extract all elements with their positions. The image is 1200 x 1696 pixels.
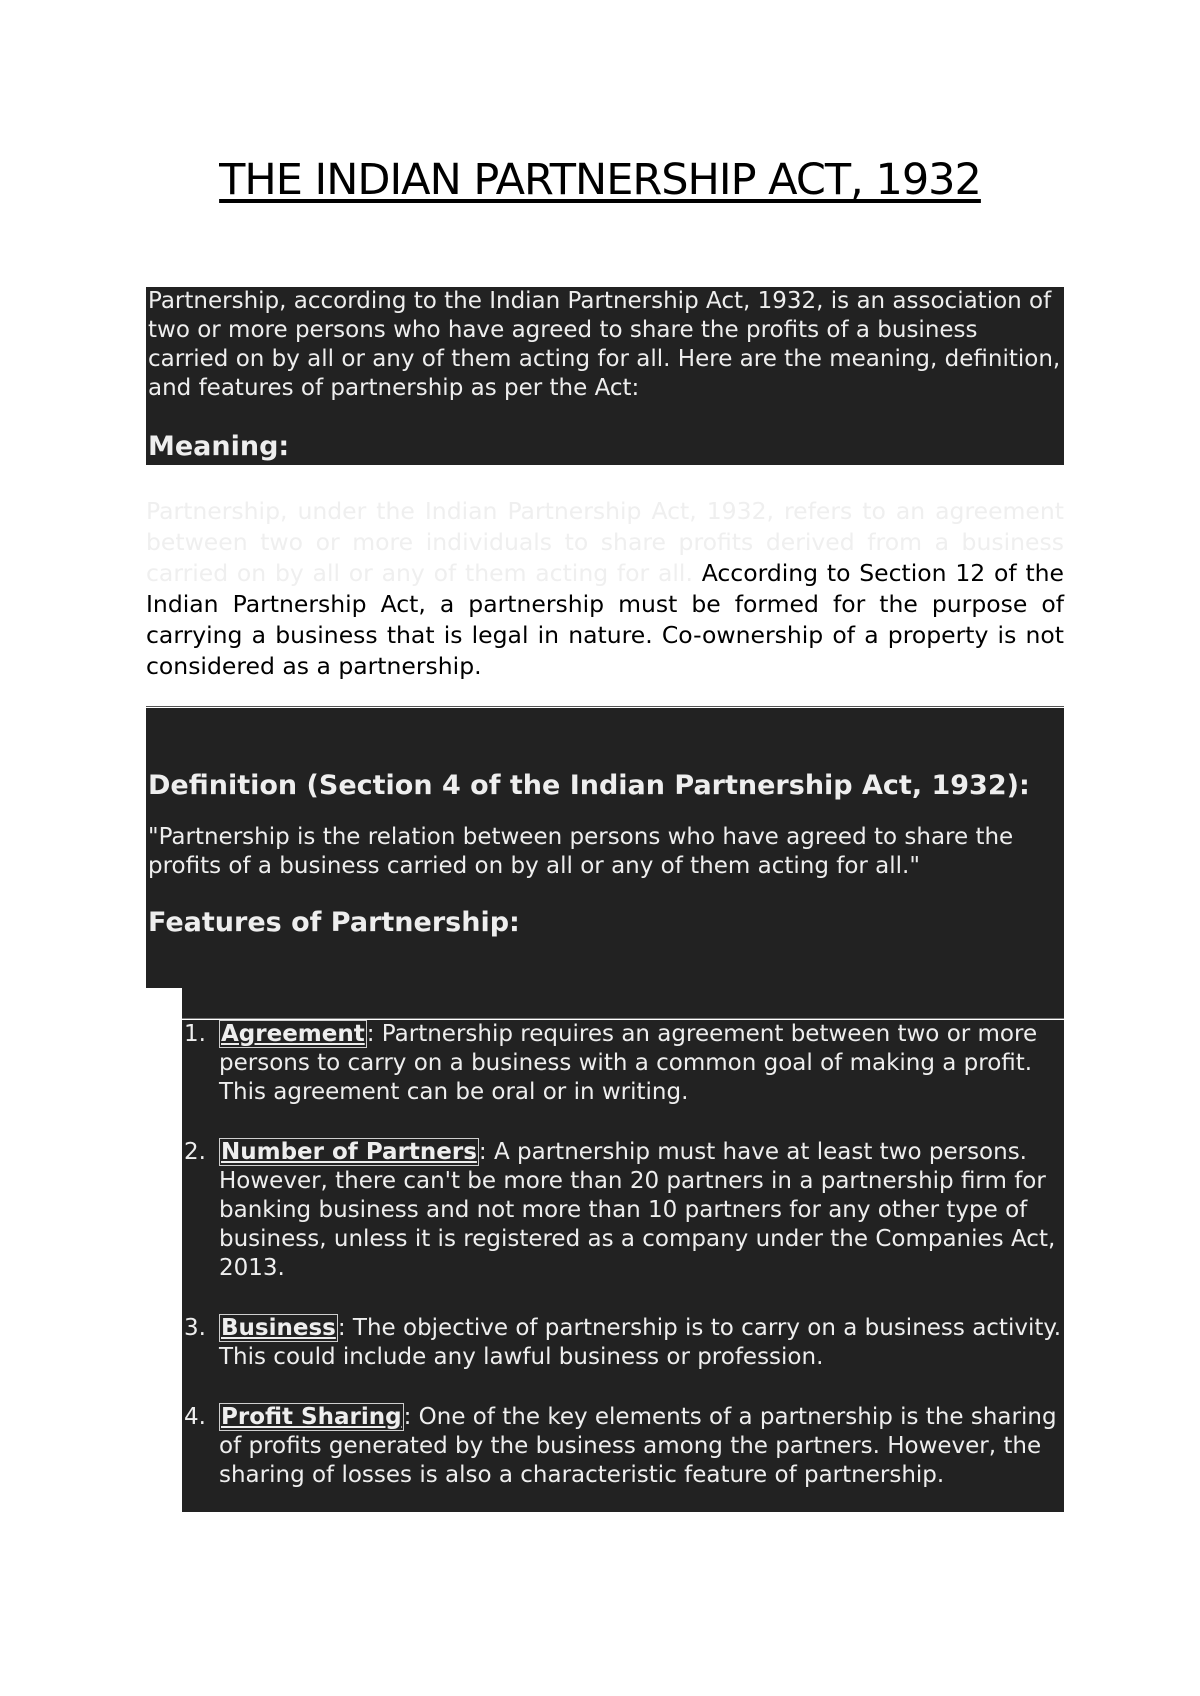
intro-paragraph: Partnership, according to the Indian Partnership Act, 1932, is an association of two or more persons who have agreed to share the profits of a business carried on by all or any of them acting for all. Here are the meaning, definition, and features of partnership as per the Act: bbox=[148, 288, 1061, 401]
feature-term-link[interactable]: Business bbox=[221, 1315, 336, 1341]
features-block bbox=[182, 1020, 1064, 1512]
list-item bbox=[182, 1314, 1062, 1372]
list-item bbox=[182, 1138, 1062, 1283]
definition-quote: "Partnership is the relation between persons who have agreed to share the profits of a business carried on by all or any of them acting for all." bbox=[148, 824, 1014, 879]
features-list bbox=[182, 1020, 1062, 1521]
feature-text: : Partnership requires an agreement between two or more persons to carry on a business with a common goal of making a profit. This agreement can be oral or in writing. bbox=[219, 1021, 1038, 1105]
features-heading: Features of Partnership: bbox=[148, 907, 520, 938]
meaning-faded-text: Partnership, under the Indian Partnership Act, 1932, refers to an agreement between two or more individuals to share profits derived from a business carried on by all or any of them acting for all. bbox=[146, 497, 1064, 587]
feature-term-link[interactable]: Agreement bbox=[221, 1021, 365, 1047]
divider bbox=[146, 706, 1064, 707]
meaning-heading: Meaning: bbox=[148, 431, 290, 462]
feature-term-link[interactable]: Number of Partners bbox=[221, 1139, 477, 1165]
meaning-text: According to Section 12 of the Indian Partnership Act, a partnership must be formed for the purpose of carrying a business that is legal in nature. Co-ownership of a property is not considered as a partnership. bbox=[146, 559, 1065, 680]
intro-block bbox=[146, 287, 1064, 465]
features-header-strip bbox=[182, 988, 1064, 1019]
list-item bbox=[182, 1403, 1062, 1490]
item-number: 1. bbox=[184, 1021, 206, 1047]
item-number: 3. bbox=[184, 1315, 206, 1341]
feature-text: : One of the key elements of a partnership is the sharing of profits generated by the business among the partners. However, the sharing of losses is also a characteristic feature of partnership. bbox=[219, 1404, 1057, 1488]
item-number: 2. bbox=[184, 1139, 206, 1165]
feature-text: : A partnership must have at least two persons. However, there can't be more than 20 partners in a partnership firm for banking business and not more than 10 partners for any other type of business, unless it is registered as a company under the Companies Act, 2013. bbox=[219, 1139, 1056, 1281]
definition-heading: Definition (Section 4 of the Indian Partnership Act, 1932): bbox=[148, 770, 1030, 801]
feature-term-link[interactable]: Profit Sharing bbox=[221, 1404, 402, 1430]
feature-text: : The objective of partnership is to carry on a business activity. This could include any lawful business or profession. bbox=[219, 1315, 1062, 1370]
definition-block bbox=[146, 708, 1064, 988]
document-title: THE INDIAN PARTNERSHIP ACT, 1932 bbox=[219, 155, 981, 205]
meaning-paragraph bbox=[146, 496, 1064, 682]
item-number: 4. bbox=[184, 1404, 206, 1430]
list-item bbox=[182, 1020, 1062, 1107]
